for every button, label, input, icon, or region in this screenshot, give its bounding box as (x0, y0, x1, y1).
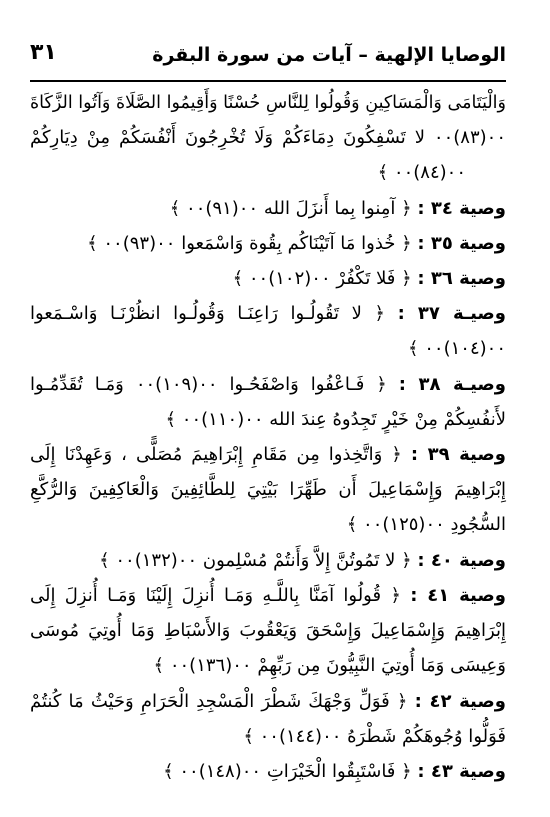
wasiya-label: وصية ٣٤ : (417, 198, 506, 219)
line-text: ٠٠(٨٤)٠٠ ﴾ (377, 162, 466, 183)
wasiya-line (30, 442, 506, 468)
text-line (378, 160, 466, 186)
page-number: ٣١ (30, 40, 57, 65)
wasiya-line (30, 689, 506, 715)
line-text: ٠٠(١٠٤)٠٠ ﴾ (407, 338, 506, 359)
text-line (243, 724, 506, 750)
line-text: ﴿ لا تَمُوتُنَّ إِلاَّ وَأَنتُمْ مُسْلِمون ٠٠(١٣٢)٠٠ ﴾ (99, 550, 412, 571)
text-line (347, 512, 506, 538)
line-text: وَعِيسَى وَمَا أُوتِيَ النَّبِيُّونَ مِن رَبِّهِمْ ٠٠(١٣٦)٠٠ ﴾ (153, 655, 506, 676)
wasiya-label: وصية ٣٦ : (417, 268, 506, 289)
wasiya-line (30, 372, 506, 398)
line-text: ﴿ فَلا تَكْفُرْ ٠٠(١٠٢)٠٠ ﴾ (232, 268, 412, 289)
text-line (30, 477, 506, 503)
line-text: إِبْرَاهِيمَ وَإِسْمَاعِيلَ وَإِسْحَقَ وَيَعْقُوبَ وَالأَسْبَاطِ وَمَا أُوتِيَ مُوسَى (30, 620, 506, 641)
wasiya-line (30, 583, 506, 609)
text-line (154, 653, 506, 679)
line-text: ﴿ فَوَلِّ وَجْهَكَ شَطْرَ الْمَسْجِدِ الْحَرَامِ وَحَيْثُ مَا كُنتُمْ (30, 691, 408, 712)
line-text: إِبْرَاهِيمَ وَإِسْمَاعِيلَ أَن طَهِّرَا بَيْتِيَ لِلطَّائِفِينَ وَالْعَاكِفِينَ وَالرُّكَّعِ (30, 479, 506, 500)
wasiya-line (30, 301, 506, 327)
line-text: ﴿ آمِنوا بِما أَنزَلَ الله ٠٠(٩١)٠٠ ﴾ (169, 198, 412, 219)
text-line (30, 90, 506, 116)
line-text: فَوَلُّوا وُجُوهَكُمْ شَطْرَهُ ٠٠(١٤٤)٠٠ ﴾ (243, 726, 506, 747)
page-header (30, 38, 506, 82)
wasiya-label: وصية ٤٣ : (417, 761, 506, 782)
text-line (30, 125, 506, 151)
line-text: ﴿ فَـاعْفُوا وَاصْفَحُـوا ٠٠(١٠٩)٠٠ وَمَـا تُقَدِّمُـوا (30, 374, 387, 395)
wasiya-label: وصيـة ٣٧ : (397, 303, 506, 324)
text-line (408, 336, 506, 362)
line-text: ﴿ وَاتَّخِذوا مِن مَقَامِ إِبْرَاهِيمَ مُصَلًّى ، وَعَهِدْنَا إِلَى (30, 444, 402, 465)
line-text: وَالْيَتَامَى وَالْمَسَاكِينِ وَقُولُوا لِلنَّاسِ حُسْنًا وَأَقِيمُوا الصَّلَاةَ وَآتُوا الزَّكَاةَ (30, 93, 506, 113)
wasiya-label: وصية ٣٩ : (410, 444, 506, 465)
text-line (30, 618, 506, 644)
line-text: ﴿ قُولُوا آمَنَّا بِاللَّـهِ وَمَـا أُنزِلَ إِلَيْنَا وَمَـا أُنزِلَ إِلَى (30, 585, 401, 606)
running-title: الوصايا الإلهية – آيات من سورة البقرة (152, 44, 506, 66)
line-text: ﴿ خُذوا مَا آتَيْنَاكُم بِقُوة وَاسْمَعوا ٠٠(٩٣)٠٠ ﴾ (87, 233, 412, 254)
line-text: لأَنفُسِكُمْ مِنْ خَيْرٍ تَجِدُوهُ عِندَ الله ٠٠(١١٠)٠٠ ﴾ (165, 409, 506, 430)
line-text: ﴿ فَاسْتَبِقُوا الْخَيْرَاتِ ٠٠(١٤٨)٠٠ ﴾ (163, 761, 412, 782)
wasiya-label: وصية ٣٥ : (417, 233, 506, 254)
wasiya-label: وصية ٤٢ : (414, 691, 506, 712)
line-text: السُّجُودِ ٠٠(١٢٥)٠٠ ﴾ (346, 514, 506, 535)
wasiya-line (163, 759, 506, 785)
wasiya-label: وصية ٤٠ : (417, 550, 506, 571)
wasiya-line (233, 266, 506, 292)
wasiya-line (170, 196, 506, 222)
wasiya-line (99, 548, 506, 574)
wasiya-label: وصيـة ٣٨ : (398, 374, 506, 395)
wasiya-line (87, 231, 506, 257)
line-text: ﴿ لا تَقُولُـوا رَاعِنَـا وَقُولُـوا انظُرْنَـا وَاسْـمَعوا (30, 303, 385, 324)
wasiya-label: وصية ٤١ : (410, 585, 506, 606)
text-line (166, 407, 506, 433)
line-text: ٠٠(٨٣)٠٠ لا تَسْفِكُونَ دِمَاءَكُمْ وَلَا تُخْرِجُونَ أَنْفُسَكُمْ مِنْ دِيَارِكُمْ (30, 127, 506, 148)
